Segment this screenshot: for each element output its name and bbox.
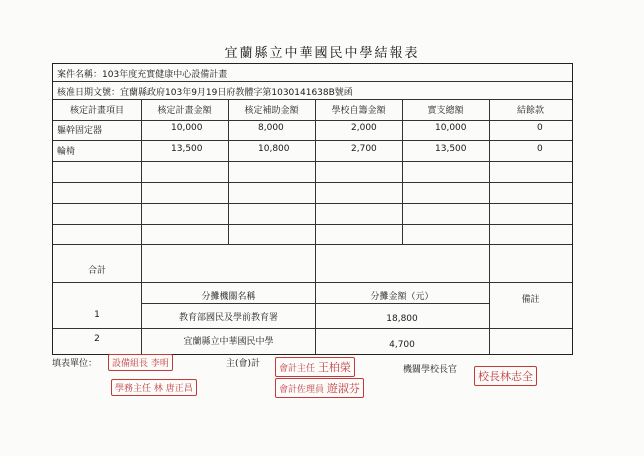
row2-planned: 13,500 bbox=[171, 144, 203, 154]
row2-balance: 0 bbox=[537, 144, 543, 154]
grid-line bbox=[53, 140, 572, 141]
report-title: 宜蘭縣立中華國民中學結報表 bbox=[224, 46, 420, 61]
header-planned-amount: 核定計畫金額 bbox=[157, 106, 212, 116]
accountant-stamp bbox=[275, 357, 355, 377]
accountant-stamp-title: 會計主任 bbox=[279, 364, 316, 374]
case-name-label: 案件名稱： bbox=[57, 70, 103, 80]
accountant2-stamp-name: 遊淑芬 bbox=[326, 382, 360, 395]
grid-line bbox=[53, 224, 572, 225]
header-item: 核定計畫項目 bbox=[69, 106, 124, 116]
alloc-row2-no: 2 bbox=[94, 334, 100, 344]
principal-stamp: 校長林志全 bbox=[474, 366, 537, 386]
header-actual-total: 實支總額 bbox=[427, 106, 464, 116]
row2-item: 輪椅 bbox=[57, 147, 76, 157]
alloc-row2-name: 宜蘭縣立中華國民中學 bbox=[183, 337, 274, 347]
alloc-row2-amount: 4,700 bbox=[389, 340, 415, 350]
grid-line bbox=[53, 244, 572, 245]
report-form bbox=[52, 63, 573, 355]
grid-line bbox=[489, 100, 490, 354]
alloc-header-amount: 分攤金額（元） bbox=[370, 292, 434, 302]
grid-line bbox=[53, 282, 572, 283]
accounting-label: 主(會)計 bbox=[226, 359, 261, 369]
approval-label: 核准日期文號： bbox=[57, 88, 121, 98]
header-self-funded: 學校自籌金額 bbox=[331, 106, 386, 116]
row1-self: 2,000 bbox=[351, 123, 377, 133]
grid-line bbox=[53, 120, 572, 121]
grid-line bbox=[228, 100, 229, 244]
head-label: 機關學校長官 bbox=[403, 365, 458, 375]
row1-balance: 0 bbox=[537, 123, 543, 133]
case-name-row bbox=[53, 64, 572, 82]
accountant2-stamp-title: 會計佐理員 bbox=[279, 385, 325, 395]
alloc-row1-no: 1 bbox=[94, 310, 100, 320]
filler-stamp-2: 學務主任 林 唐正昌 bbox=[111, 379, 197, 396]
grid-line bbox=[53, 328, 572, 329]
case-name-value: 103年度充實健康中心設備計畫 bbox=[102, 70, 228, 80]
row2-subsidy: 10,800 bbox=[258, 144, 290, 154]
row2-self: 2,700 bbox=[351, 144, 377, 154]
total-label: 合計 bbox=[87, 266, 106, 276]
filler-stamp-1: 設備組長 李明 bbox=[108, 354, 173, 371]
row1-planned: 10,000 bbox=[171, 123, 203, 133]
grid-line bbox=[315, 100, 316, 354]
row1-item: 軀幹固定器 bbox=[57, 126, 103, 136]
alloc-header-note: 備註 bbox=[521, 295, 540, 305]
grid-line bbox=[402, 100, 403, 244]
grid-line bbox=[53, 161, 572, 162]
row2-actual: 13,500 bbox=[435, 144, 467, 154]
grid-line bbox=[53, 182, 572, 183]
grid-line bbox=[141, 100, 142, 354]
alloc-row1-name: 教育部國民及學前教育署 bbox=[178, 313, 278, 323]
row1-actual: 10,000 bbox=[435, 123, 467, 133]
header-subsidy-amount: 核定補助金額 bbox=[244, 106, 299, 116]
grid-line bbox=[53, 203, 572, 204]
accountant-stamp-name: 王柏榮 bbox=[317, 361, 351, 374]
alloc-header-name: 分攤機關名稱 bbox=[201, 292, 256, 302]
header-balance: 結餘款 bbox=[516, 106, 544, 116]
approval-row bbox=[53, 82, 572, 100]
approval-value: 宜蘭縣政府103年9月19日府教體字第1030141638B號函 bbox=[120, 88, 353, 98]
filler-label: 填表單位： bbox=[52, 359, 98, 369]
row1-subsidy: 8,000 bbox=[258, 123, 284, 133]
alloc-row1-amount: 18,800 bbox=[386, 314, 418, 324]
accountant2-stamp bbox=[275, 378, 364, 398]
